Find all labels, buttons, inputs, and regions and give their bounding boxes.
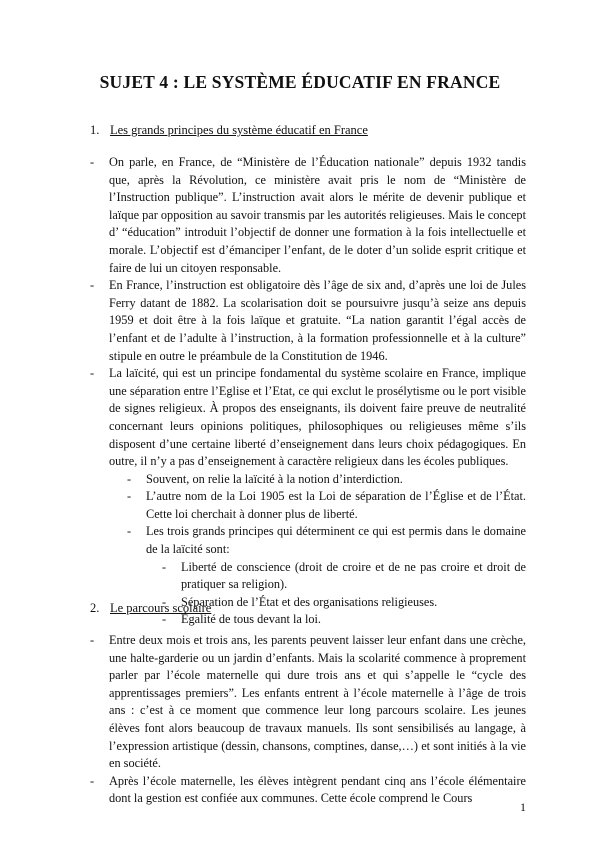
sub-item: - Souvent, on relie la laïcité à la notion d’interdiction. bbox=[127, 471, 526, 489]
principles-list bbox=[146, 559, 526, 629]
sub-item-text: Les trois grands principes qui déterminent ce qui est permis dans le domaine de la laïcité sont: bbox=[146, 524, 526, 557]
section-heading-2 bbox=[90, 600, 211, 616]
page-number: 1 bbox=[520, 800, 526, 814]
section1-list bbox=[90, 154, 526, 629]
paragraph: - Entre deux mois et trois ans, les parents peuvent laisser leur enfant dans une crèche, une halte-garderie ou un jardin d’enfants. Mais la scolarité commence à proprement parler par l’école maternelle qui dure trois ans et qui s’appelle le “cycle des apprentissages premiers”. Les enfants entrent à l’école maternelle à l’âge de trois ans : c’est à ce moment que commence leur long parcours scolaire. Les jeunes élèves font alors beaucoup de travaux manuels. Ils sont sensibilisés au langage, à l’expression artistique (dessin, chansons, comptines, danse,…) et sont initiés à la vie en société. bbox=[90, 632, 526, 773]
section2-list bbox=[90, 632, 526, 808]
page-title: SUJET 4 : LE SYSTÈME ÉDUCATIF EN FRANCE bbox=[99, 72, 501, 92]
paragraph: - Après l’école maternelle, les élèves intègrent pendant cinq ans l’école élémentaire dont la gestion est confiée aux communes. Cette école comprend le Cours bbox=[90, 773, 526, 808]
sub-item: - L’autre nom de la Loi 1905 est la Loi de séparation de l’Église et de l’État. Cette loi cherchait à donner plus de liberté. bbox=[127, 488, 526, 523]
section-number: 1. bbox=[90, 123, 100, 137]
paragraph: - En France, l’instruction est obligatoire dès l’âge de six and, d’après une loi de Jules Ferry datant de 1882. La scolarisation doit se poursuivre jusqu’à seize ans depuis 1959 et doit être à la fois laïque et gratuite. “La nation garantit l’égal accès de l’enfant et de l’adulte à l’instruction, à la formation professionnelle et à la culture” stipule en outre le préambule de la Constitution de 1946. bbox=[90, 277, 526, 365]
section-number: 2. bbox=[90, 601, 100, 615]
section-title: Les grands principes du système éducatif en France bbox=[110, 123, 368, 137]
section-title: Le parcours scolaire bbox=[110, 601, 212, 615]
principle-item: - Liberté de conscience (droit de croire et de ne pas croire et droit de pratiquer sa religion). bbox=[162, 559, 526, 594]
paragraph: - On parle, en France, de “Ministère de l’Éducation nationale” depuis 1932 tandis que, après la Révolution, ce ministère avait pris le nom de “Ministère de l’Instruction publique”. L’instruction avait alors le mérite de devenir publique et laïque par opposition au savoir transmis par les autorités religieuses. Mais le concept d’ “éducation” introduit l’objectif de donner une formation à la fois intellectuelle et morale. L’objectif est d’émanciper l’enfant, de le doter d’un solide esprit critique et faire de lui un citoyen responsable. bbox=[90, 154, 526, 277]
paragraph bbox=[90, 365, 526, 629]
principle-item: - Égalité de tous devant la loi. bbox=[162, 611, 526, 629]
paragraph-text: La laïcité, qui est un principe fondamental du système scolaire en France, implique une séparation entre l’Eglise et l’Etat, ce qui exclut le prosélytisme ou le port visible de signes religieux. À propos des enseignants, ils doivent faire preuve de neutralité concernant leurs opinions politiques, philosophiques ou religieuses même s’ils disposent d’une certaine liberté d’enseignement dans leurs choix pédagogiques. En outre, il n’y a pas d’enseignement à caractère religieux dans les écoles publiques. bbox=[109, 366, 526, 469]
section-heading-1 bbox=[90, 122, 368, 138]
principle-item: - Séparation de l’État et des organisations religieuses. bbox=[162, 594, 526, 612]
